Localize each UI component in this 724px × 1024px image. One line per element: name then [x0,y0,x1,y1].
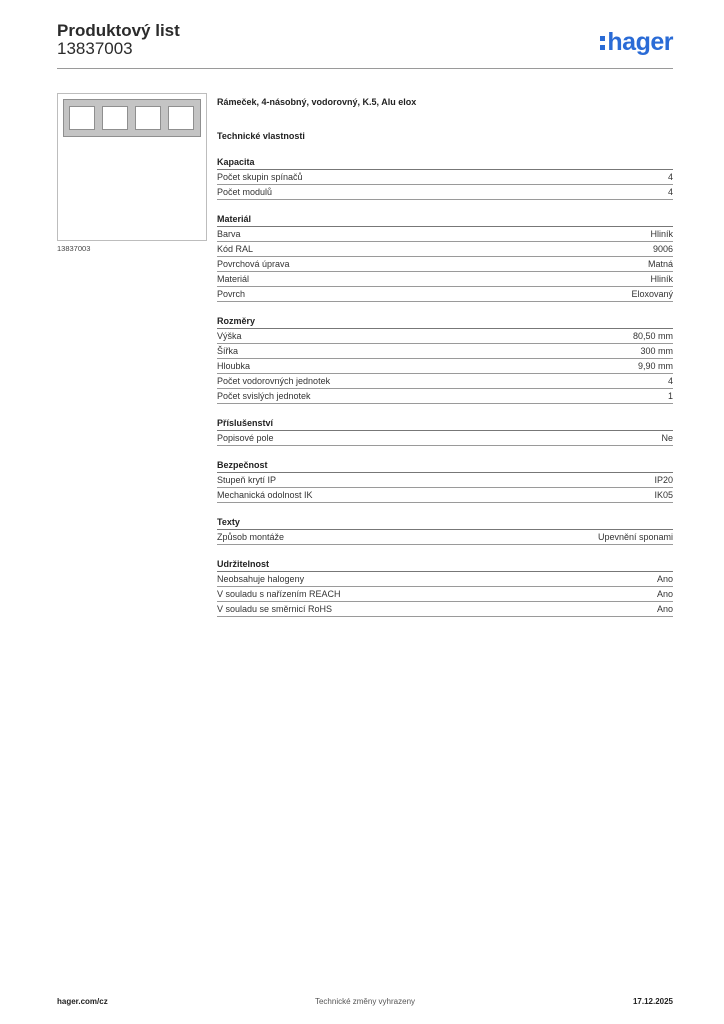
document-title: Produktový list [57,21,180,40]
section-title: Bezpečnost [217,458,673,473]
spec-label: V souladu se směrnicí RoHS [217,604,333,614]
spec-section [217,212,673,302]
spec-value: 80,50 mm [632,331,673,341]
section-title: Příslušenství [217,416,673,431]
spec-label: Počet vodorovných jednotek [217,376,331,386]
technical-properties-heading: Technické vlastnosti [217,131,305,141]
spec-value: IP20 [654,475,673,485]
frame-slot [69,106,95,130]
spec-section [217,557,673,617]
spec-row [217,374,673,389]
spec-row [217,257,673,272]
spec-row [217,587,673,602]
spec-label: Povrchová úprava [217,259,290,269]
spec-value: 1 [667,391,673,401]
document-number: 13837003 [57,39,133,58]
spec-section [217,416,673,446]
spec-section [217,515,673,545]
spec-row [217,431,673,446]
spec-label: Šířka [217,346,239,356]
spec-value: 9,90 mm [637,361,673,371]
frame-slot [168,106,194,130]
spec-value: 4 [667,376,673,386]
page-header [57,20,673,68]
spec-value: Ne [661,433,673,443]
spec-row [217,329,673,344]
spec-value: 300 mm [640,346,673,356]
spec-label: Způsob montáže [217,532,285,542]
spec-value: IK05 [654,490,673,500]
spec-label: Počet modulů [217,187,273,197]
spec-row [217,530,673,545]
spec-value: Eloxovaný [631,289,673,299]
page-footer [57,997,673,1011]
spec-section [217,458,673,503]
spec-row [217,242,673,257]
spec-content [217,95,673,617]
spec-row [217,602,673,617]
header-divider [57,68,673,69]
frame-slot [135,106,161,130]
spec-value: Hliník [650,274,673,284]
spec-sections [217,155,673,617]
product-description: Rámeček, 4-násobný, vodorovný, K.5, Alu elox [217,97,417,107]
spec-section [217,155,673,200]
spec-value: Hliník [650,229,673,239]
spec-label: Výška [217,331,242,341]
spec-row [217,389,673,404]
spec-value: 4 [667,172,673,182]
spec-row [217,227,673,242]
logo-text: hager [607,28,673,56]
spec-value: Ano [656,604,673,614]
spec-row [217,344,673,359]
spec-label: Počet skupin spínačů [217,172,303,182]
spec-label: Povrch [217,289,246,299]
spec-value: Ano [656,589,673,599]
footer-date: 17.12.2025 [632,997,673,1006]
spec-label: Popisové pole [217,433,274,443]
section-title: Udržitelnost [217,557,673,572]
spec-section [217,314,673,404]
spec-row [217,170,673,185]
product-image [57,93,207,241]
spec-row [217,488,673,503]
frame-slot [102,106,128,130]
spec-row [217,473,673,488]
section-title: Texty [217,515,673,530]
spec-row [217,185,673,200]
spec-label: Kód RAL [217,244,254,254]
section-title: Materiál [217,212,673,227]
spec-value: 4 [667,187,673,197]
frame-illustration [63,99,201,137]
section-title: Rozměry [217,314,673,329]
spec-label: Stupeň krytí IP [217,475,277,485]
spec-label: Hloubka [217,361,251,371]
spec-label: Mechanická odolnost IK [217,490,313,500]
spec-value: Upevnění sponami [597,532,673,542]
spec-label: Barva [217,229,241,239]
spec-label: Počet svislých jednotek [217,391,311,401]
spec-row [217,572,673,587]
spec-value: Matná [647,259,673,269]
spec-label: V souladu s nařízením REACH [217,589,341,599]
footer-disclaimer: Technické změny vyhrazeny [314,997,416,1006]
hager-logo [600,28,673,56]
spec-value: Ano [656,574,673,584]
spec-label: Materiál [217,274,250,284]
spec-row [217,287,673,302]
spec-label: Neobsahuje halogeny [217,574,305,584]
footer-website: hager.com/cz [57,997,108,1006]
spec-row [217,359,673,374]
spec-value: 9006 [652,244,673,254]
logo-dots-icon [600,34,605,51]
spec-row [217,272,673,287]
section-title: Kapacita [217,155,673,170]
image-caption: 13837003 [57,244,91,253]
